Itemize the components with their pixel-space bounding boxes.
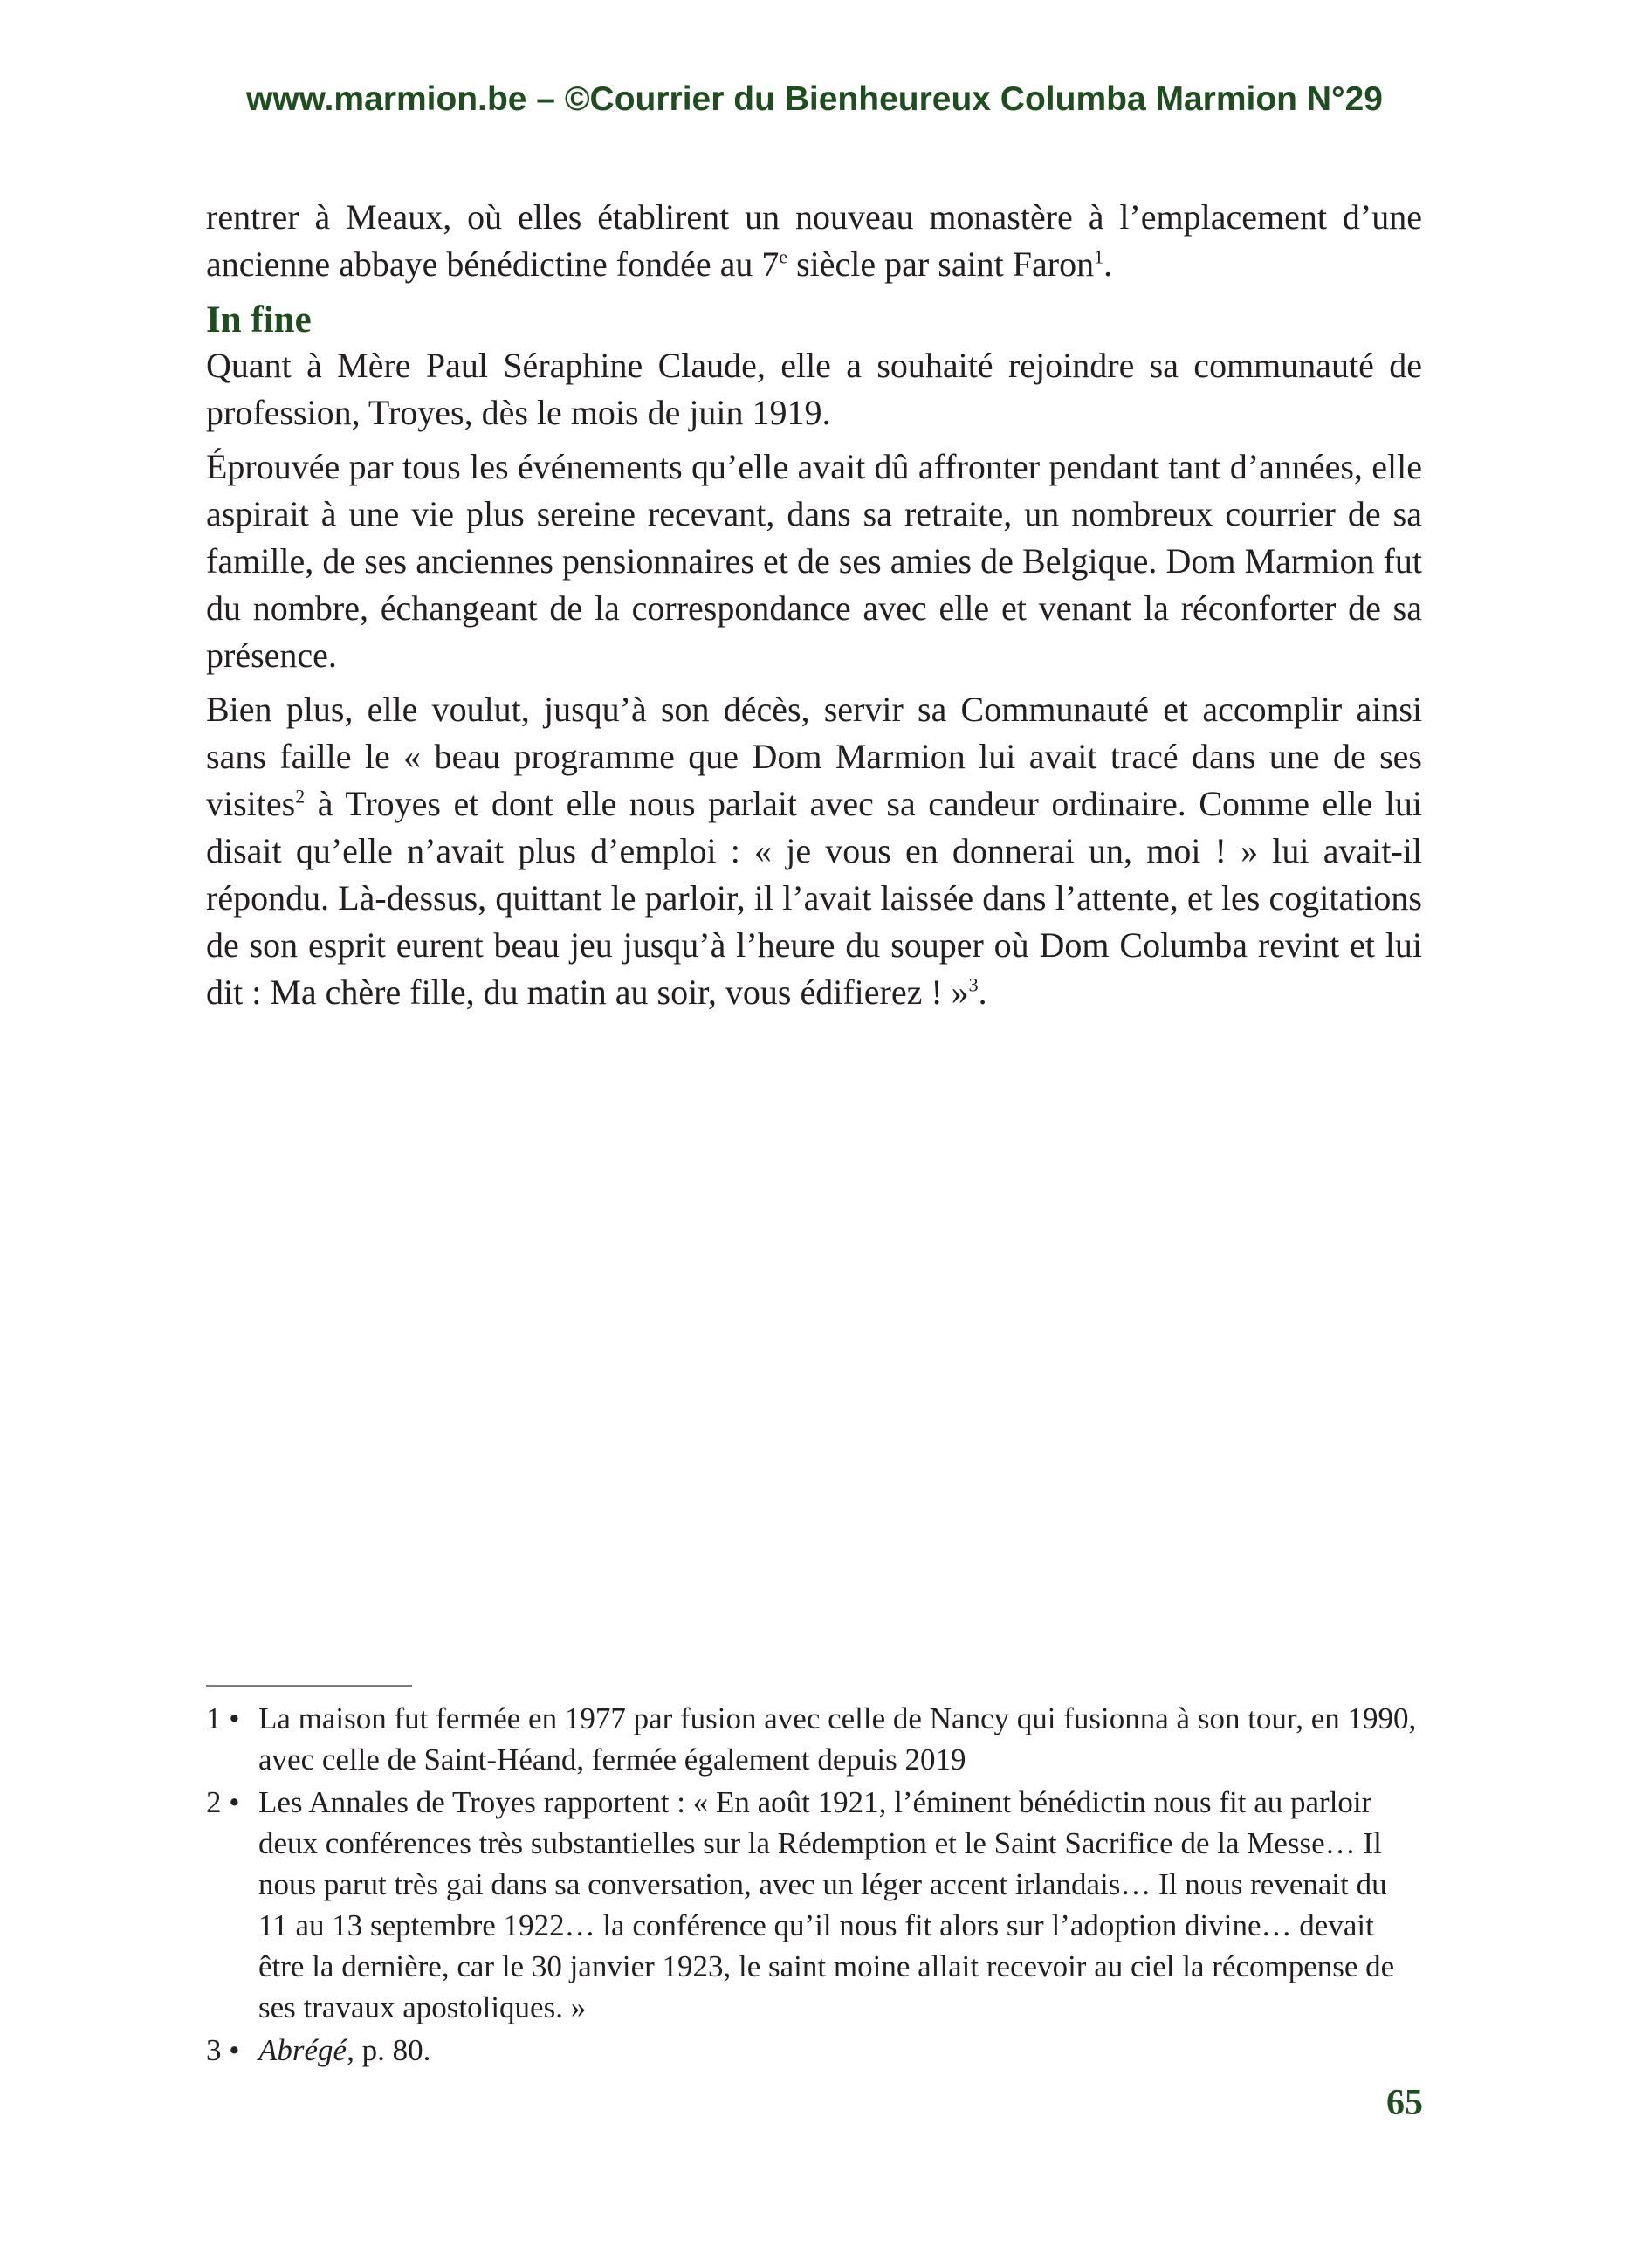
section-heading: In fine xyxy=(206,299,312,340)
footnote-ref-1[interactable]: 1 xyxy=(1094,245,1104,268)
paragraph-continuation xyxy=(206,194,1422,288)
paragraph-text: . xyxy=(1103,244,1113,284)
paragraph-text: rentrer à Meaux, où elles établirent un nouveau monastère à l’emplacement d’une ancienne abbaye bénédictine fondée au 7 xyxy=(206,197,1422,284)
footnote-1 xyxy=(206,1698,1422,1780)
paragraph: Éprouvée par tous les événements qu’elle avait dû affronter pendant tant d’années, elle aspirait à une vie plus sereine recevant, dans sa retraite, un nombreux courrier de sa famille, de ses anciennes pensionnaires et de ses amies de Belgique. Dom Marmion fut du nombre, échangeant de la correspondance avec elle et venant la réconforter de sa présence. xyxy=(206,447,1422,675)
footnote-text: La maison fut fermée en 1977 par fusion avec celle de Nancy qui fusionna à son tour, en 1990, avec celle de Saint-Héand, fermée également depuis 2019 xyxy=(258,1701,1417,1777)
paragraph-text: siècle par saint Faron xyxy=(787,244,1095,284)
footnote-ref-3[interactable]: 3 xyxy=(968,973,979,996)
footnote-text: , p. 80. xyxy=(347,2033,431,2067)
footnote-text: Les Annales de Troyes rapportent : « En août 1921, l’éminent bénédictin nous fit au parloir deux conférences très substantielles sur la Rédemption et le Saint Sacrifice de la Messe… Il nous parut très gai dans sa conversation, avec un léger accent irlandais… Il nous revenait du 11 au 13 septembre 1922… la conférence qu’il nous fit alors sur l’adoption divine… devait être la dernière, car le 30 janvier 1923, le saint moine allait recevoir au ciel la récompense de ses travaux apostoliques. » xyxy=(258,1785,1395,2024)
paragraph-text: . xyxy=(978,972,987,1012)
paragraph xyxy=(206,686,1422,1016)
footnote-number: 1 • xyxy=(206,1701,240,1735)
footnotes xyxy=(206,1698,1422,2072)
footnote-italic-title: Abrégé xyxy=(258,2033,347,2067)
footnote-number: 3 • xyxy=(206,2033,240,2067)
paragraph: Quant à Mère Paul Séraphine Claude, elle a souhaité rejoindre sa communauté de profession, Troyes, dès le mois de juin 1919. xyxy=(206,346,1422,432)
footnote-3 xyxy=(206,2030,1422,2071)
main-text xyxy=(206,194,1422,1023)
footnote-separator xyxy=(206,1685,412,1687)
footnote-2 xyxy=(206,1782,1422,2028)
paragraph-text: Bien plus, elle voulut, jusqu’à son décès, servir sa Communauté et accomplir ainsi sans faille le « beau programme que Dom Marmion lui avait tracé dans une de ses visites xyxy=(206,690,1422,823)
ordinal-superscript: e xyxy=(779,245,788,268)
page-number: 65 xyxy=(1386,2083,1423,2123)
footnote-number: 2 • xyxy=(206,1785,240,1819)
paragraph-text: à Troyes et dont elle nous parlait avec sa candeur ordinaire. Comme elle lui disait qu’elle n’avait plus d’emploi : « je vous en donnerai un, moi ! » lui avait-il répondu. Là-dessus, quittant le parloir, il l’avait laissée dans l’attente, et les cogitations de son esprit eurent beau jeu jusqu’à l’heure du souper où Dom Columba revint et lui dit : Ma chère fille, du matin au soir, vous édifierez ! » xyxy=(206,784,1422,1012)
footnote-ref-2[interactable]: 2 xyxy=(295,785,306,808)
running-header: www.marmion.be – ©Courrier du Bienheureux Columba Marmion N°29 xyxy=(246,80,1383,118)
